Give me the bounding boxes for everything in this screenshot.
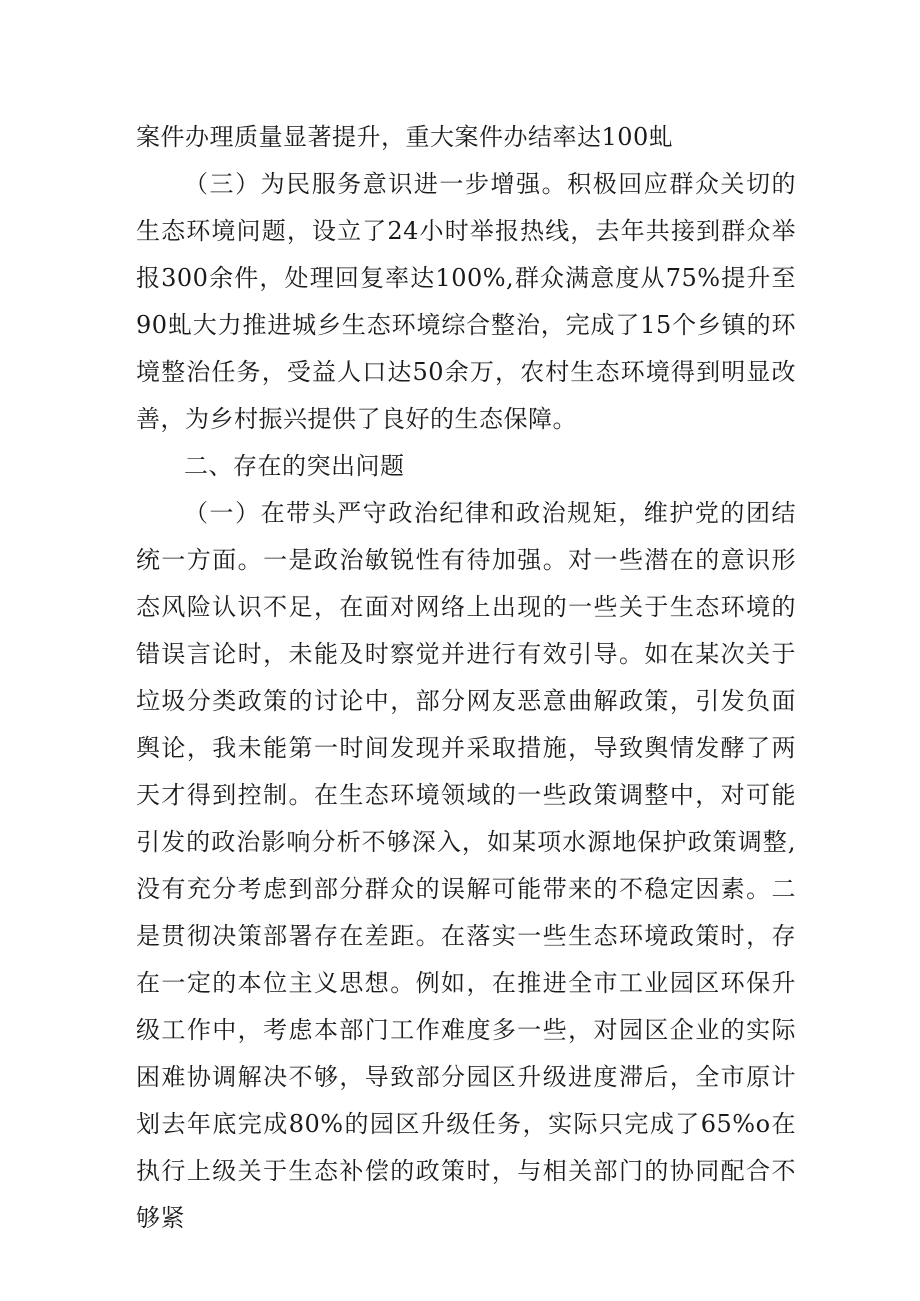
paragraph-political-discipline: （一）在带头严守政治纪律和政治规矩，维护党的团结统一方面。一是政治敏锐性有待加强。对一些潜在的意识形态风险认识不足，在面对网络上出现的一些关于生态环境的错误言论时，未能及时察觉并进行有效引导。如在某次关于垃圾分类政策的讨论中，部分网友恶意曲解政策，引发负面舆论，我未能第一时间发现并采取措施，导致舆情发酵了两天才得到控制。在生态环境领域的一些政策调整中，对可能引发的政治影响分析不够深入，如某项水源地保护政策调整,没有充分考虑到部分群众的误解可能带来的不稳定因素。二是贯彻决策部署存在差距。在落实一些生态环境政策时，存在一定的本位主义思想。例如，在推进全市工业园区环保升级工作中，考虑本部门工作难度多一些，对园区企业的实际困难协调解决不够，导致部分园区升级进度滞后，全市原计划去年底完成80%的园区升级任务，实际只完成了65%o在执行上级关于生态补偿的政策时，与相关部门的协同配合不够紧 <box>136 499 796 1232</box>
section-heading-problems: 二、存在的突出问题 <box>184 452 405 480</box>
document-body <box>136 114 796 1242</box>
paragraph-service-awareness: （三）为民服务意识进一步增强。积极回应群众关切的生态环境问题，设立了24小时举报热线，去年共接到群众举报300余件，处理回复率达100%,群众满意度从75%提升至90虬大力推进城乡生态环境综合整治，完成了15个乡镇的环境整治任务，受益人口达50余万，农村生态环境得到明显改善，为乡村振兴提供了良好的生态保障。 <box>136 170 796 433</box>
paragraph-continuation: 案件办理质量显著提升，重大案件办结率达100虬 <box>136 123 674 151</box>
